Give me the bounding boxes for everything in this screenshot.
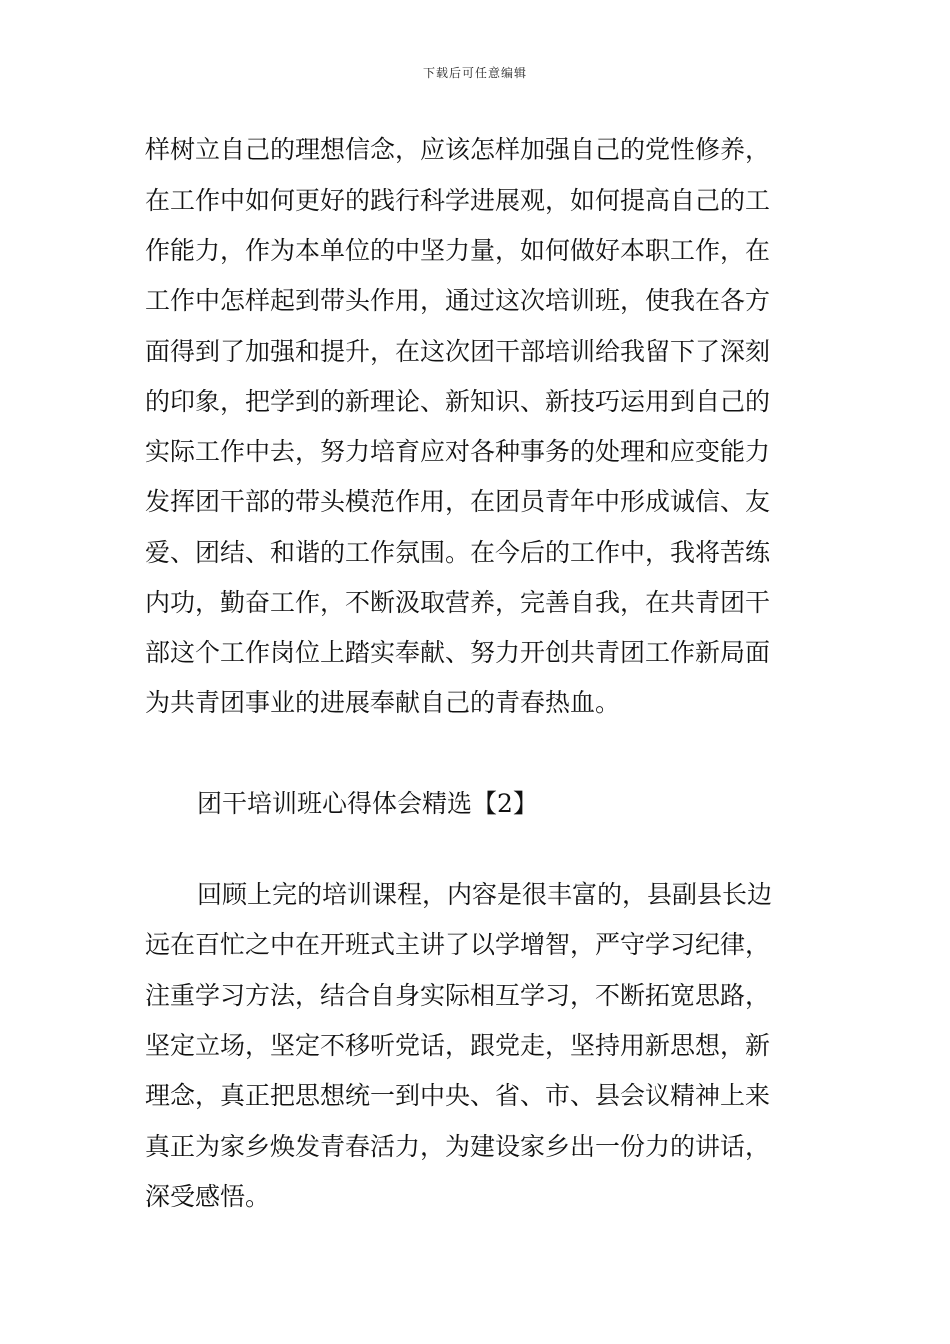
paragraph-2-line: 深受感悟。 (145, 1182, 271, 1211)
section-heading: 团干培训班心得体会精选【2】 (197, 789, 538, 818)
paragraph-1-line: 爱、团结、和谐的工作氛围。在今后的工作中，我将苦练 (145, 538, 771, 567)
paragraph-1-line: 面得到了加强和提升，在这次团干部培训给我留下了深刻 (145, 337, 771, 366)
paragraph-1-line: 为共青团事业的进展奉献自己的青春热血。 (145, 688, 621, 717)
page-header: 下载后可任意编辑 (422, 66, 527, 80)
paragraph-1-line: 发挥团干部的带头模范作用，在团员青年中形成诚信、友 (145, 487, 771, 516)
paragraph-2-line: 真正为家乡焕发青春活力，为建设家乡出一份力的讲话， (145, 1132, 771, 1161)
paragraph-1-line: 内功，勤奋工作，不断汲取营养，完善自我，在共青团干 (145, 588, 771, 617)
paragraph-2-line: 理念，真正把思想统一到中央、省、市、县会议精神上来 (145, 1081, 771, 1110)
paragraph-2-line: 坚定立场，坚定不移听党话，跟党走，坚持用新思想，新 (145, 1031, 771, 1060)
paragraph-2-line: 回顾上完的培训课程，内容是很丰富的，县副县长边 (197, 880, 773, 909)
paragraph-1-line: 的印象，把学到的新理论、新知识、新技巧运用到自己的 (145, 387, 771, 416)
paragraph-1-line: 作能力，作为本单位的中坚力量，如何做好本职工作，在 (145, 236, 771, 265)
paragraph-1-line: 工作中怎样起到带头作用，通过这次培训班，使我在各方 (145, 286, 771, 315)
paragraph-1-line: 部这个工作岗位上踏实奉献、努力开创共青团工作新局面 (145, 638, 771, 667)
paragraph-2-line: 注重学习方法，结合自身实际相互学习，不断拓宽思路， (145, 981, 771, 1010)
paragraph-1-line: 实际工作中去，努力培育应对各种事务的处理和应变能力 (145, 437, 771, 466)
paragraph-1-line: 在工作中如何更好的践行科学进展观，如何提高自己的工 (145, 186, 771, 215)
paragraph-2-line: 远在百忙之中在开班式主讲了以学增智，严守学习纪律， (145, 930, 771, 959)
paragraph-1-line: 样树立自己的理想信念，应该怎样加强自己的党性修养， (145, 135, 771, 164)
